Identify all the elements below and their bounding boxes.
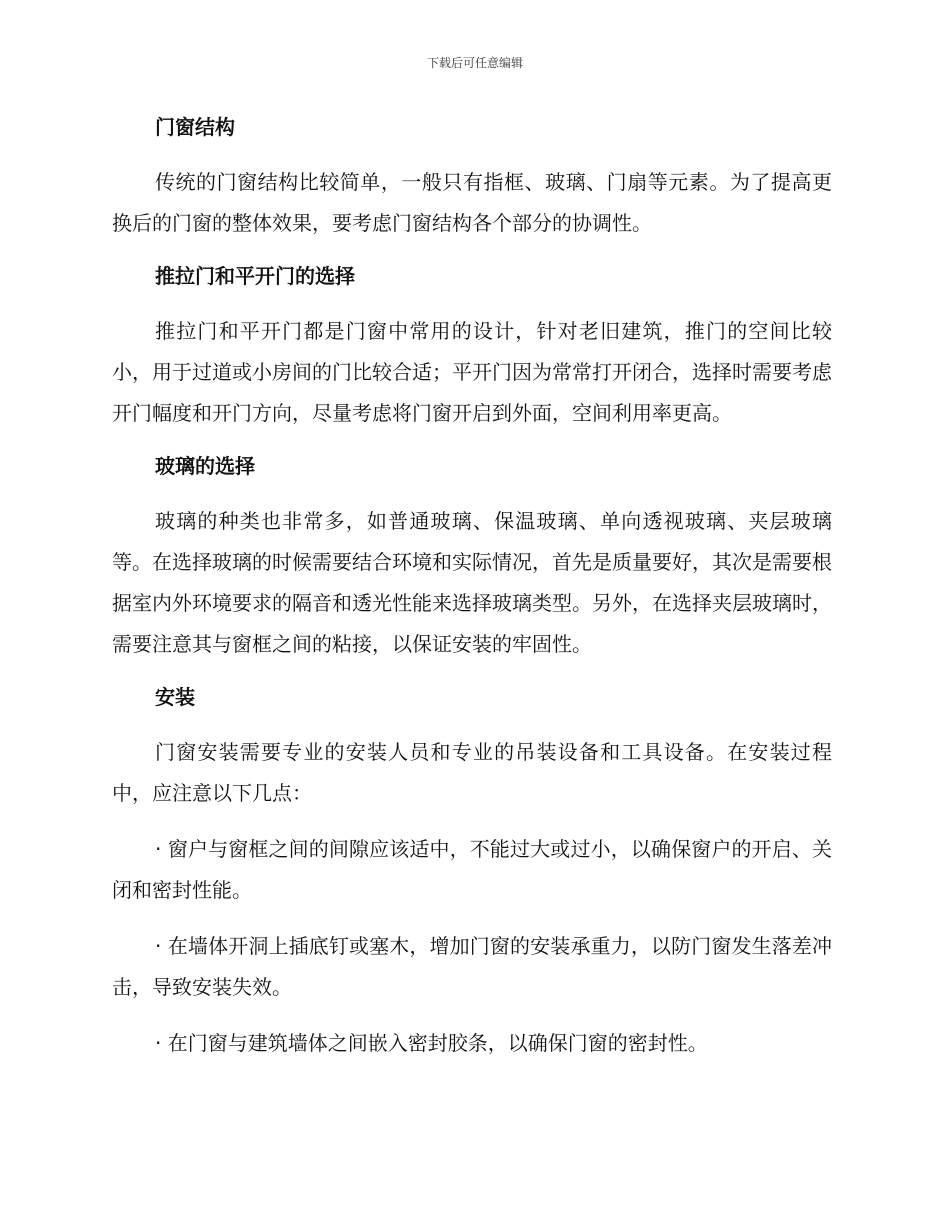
section-heading: 玻璃的选择 — [155, 454, 255, 478]
page-header: 下载后可任意编辑 — [426, 56, 523, 70]
section-paragraph: 传统的门窗结构比较简单，一般只有指框、玻璃、门扇等元素。为了提高更换后的门窗的整体效果，要考虑门窗结构各个部分的协调性。 — [112, 170, 832, 235]
bullet-item: · 在墙体开洞上插底钉或塞木，增加门窗的安装承重力，以防门窗发生落差冲击，导致安装失效。 — [112, 934, 832, 999]
section-sliding-vs-casement — [112, 259, 832, 434]
section-heading: 推拉门和平开门的选择 — [155, 264, 355, 288]
bullet-item: · 在门窗与建筑墙体之间嵌入密封胶条，以确保门窗的密封性。 — [155, 1031, 708, 1055]
section-paragraph: 玻璃的种类也非常多，如普通玻璃、保温玻璃、单向透视玻璃、夹层玻璃等。在选择玻璃的时候需要结合环境和实际情况，首先是质量要好，其次是需要根据室内外环境要求的隔音和透光性能来选择玻璃类型。另外，在选择夹层玻璃时，需要注意其与窗框之间的粘接，以保证安装的牢固性。 — [112, 509, 832, 656]
document-body — [112, 110, 832, 1079]
section-paragraph: 推拉门和平开门都是门窗中常用的设计，针对老旧建筑，推门的空间比较小，用于过道或小房间的门比较合适；平开门因为常常打开闭合，选择时需要考虑开门幅度和开门方向，尽量考虑将门窗开启到外面，空间利用率更高。 — [112, 319, 832, 425]
section-heading: 安装 — [155, 685, 195, 709]
section-installation — [112, 680, 832, 1064]
bullet-item: · 窗户与窗框之间的间隙应该适中，不能过大或过小，以确保窗户的开启、关闭和密封性能。 — [112, 837, 832, 902]
section-heading: 门窗结构 — [155, 115, 235, 139]
section-glass-selection — [112, 449, 832, 665]
section-paragraph: 门窗安装需要专业的安装人员和专业的吊装设备和工具设备。在安装过程中，应注意以下几点： — [112, 740, 832, 805]
section-door-window-structure — [112, 110, 832, 244]
